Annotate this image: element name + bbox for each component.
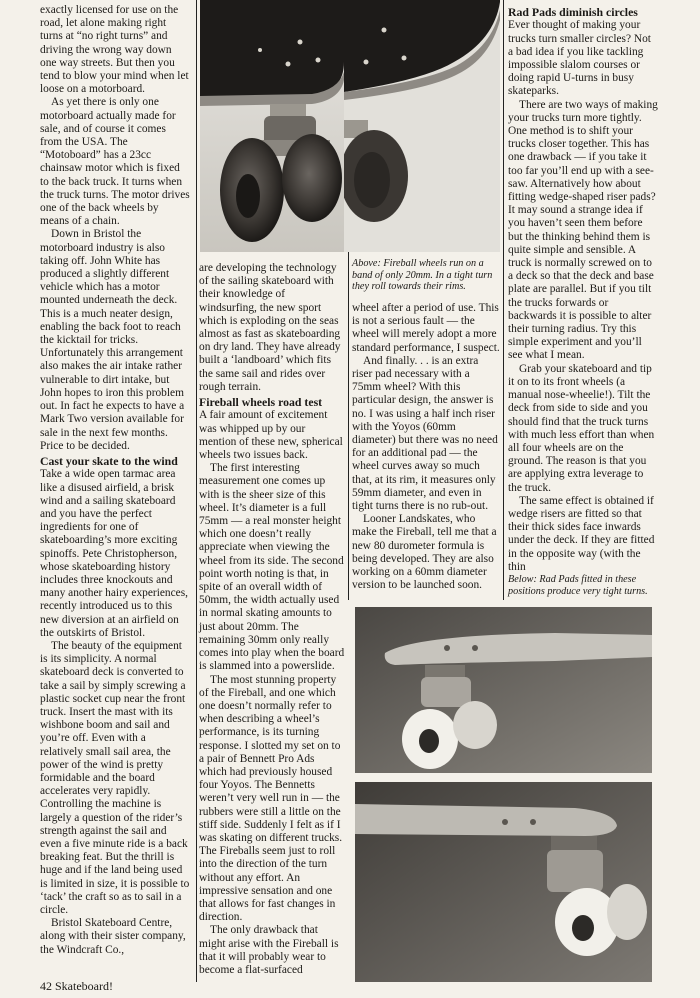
article-column-1	[40, 4, 190, 957]
paragraph: Grab your skateboard and tip it on to its front wheels (a manual nose-wheelie!). Tilt the deck from side to side and you should find that the truck turns with much less effort than when all four wheels are on the ground. The reason is that you are applying extra leverage to the truck.	[508, 362, 655, 494]
column-divider	[503, 0, 504, 600]
paragraph: Take a wide open tarmac area like a disused airfield, a brisk wind and a sailing skateboard and you have the perfect ingredients for one of skateboarding’s more exciting spinoffs. Pete Christopherson, whose skateboarding history includes three knockouts and many another hairy experiences, recently introduced us to this new diversion at an airfield on the outskirts of Bristol.	[40, 468, 189, 639]
paragraph: The same effect is obtained if wedge risers are fitted so that their thick sides face inwards under the deck. If they are fitted in the opposite way (with the thin	[508, 494, 655, 573]
paragraph: exactly licensed for use on the road, let alone making right turns at “no right turns” and driving the wrong way down one way streets. But then you tend to blow your mind when let loose on a motorboard.	[40, 4, 189, 96]
article-column-4	[508, 4, 658, 574]
fireball-wheels-photo	[200, 0, 344, 252]
paragraph: wheel after a period of use. This is not a serious fault — the wheel will merely adopt a more standard performance, I suspect.	[352, 302, 500, 354]
radpads-photo-top	[355, 607, 652, 773]
paragraph: The beauty of the equipment is its simplicity. A normal skateboard deck is converted to take a sail by simply screwing a plastic socket cup near the front truck. Insert the mast with its wishbone boom and sail and you’re off. Even with a relatively small sail area, the power of the wind is pretty formidable and the board accelerates very rapidly. Controlling the machine is largely a question of the rider’s strength against the sail and even a five minute ride is a back breaking feat. But the thrill is huge and if the land being used is limited in size, it is possible to ‘tack’ the craft so as to sail in a circle.	[40, 639, 190, 917]
paragraph: Down in Bristol the motorboard industry is also taking off. John White has produced a slightly different vehicle which has a motor mounted underneath the deck. This is a much neater design, enabling the back foot to reach the kicktail for tricks. Unfortunately this arrangement also makes the air intake rather vulnerable to dirt intake, but John hopes to iron this problem out. In fact he expects to have a Mark Two version available for sale in the next few months. Price to be decided.	[40, 228, 185, 452]
paragraph: As yet there is only one motorboard actually made for sale, and of course it comes from the USA. The “Motoboard” has a 23cc chainsaw motor which is fixed to the back truck. It turns when the truck turns. The motor drives one of the back wheels by means of a chain.	[40, 96, 190, 228]
page-folio: 42 Skateboard!	[40, 979, 113, 993]
article-column-3	[352, 302, 500, 592]
paragraph: The first interesting measurement one comes up with is the sheer size of this wheel. It’s diameter is a full 75mm — a real monster height which one doesn’t really appreciate when viewing the wheel from its side. The second point worth noting is that, in spite of an overall width of 50mm, the width actually used in normal skating amounts to just about 20mm. The remaining 30mm only really comes into play when the board is slammed into a powerslide.	[199, 462, 345, 673]
paragraph: And finally. . . is an extra riser pad necessary with a 75mm wheel? With this particular design, the answer is no. I was using a half inch riser with the Yoyos (60mm diameter) but there was no need for an additional pad — the wheel curves away so much that, at its rim, it measures only 59mm diameter, and even in tight turns there is no rub-out.	[352, 354, 498, 513]
paragraph: are developing the technology of the sailing skateboard with their knowledge of windsurfing, the new sport which is exploding on the seas almost as fast as skateboarding on dry land. They have already built a ‘landboard’ which fits the same sail and rides over rough terrain.	[199, 262, 341, 393]
paragraph: The most stunning property of the Fireball, and one which one doesn’t normally refer to when describing a wheel’s performance, is its turning response. I slotted my set on to a pair of Bennett Pro Ads which had previously housed four Yoyos. The Bennetts weren’t very well run in — the rubbers were still a little on the stiff side. Suddenly I felt as if I was skating on different trucks. The Fireballs seem just to roll into the direction of the turn without any effort. An impressive sensation and one that allows for fast changes in direction.	[199, 673, 343, 924]
article-column-2	[199, 262, 345, 977]
paragraph: Bristol Skateboard Centre, along with their sister company, the Windcraft Co.,	[40, 917, 186, 956]
radpads-photo-caption: Below: Rad Pads fitted in these positions produce very tight turns.	[508, 574, 648, 597]
section-heading: Fireball wheels road test	[199, 395, 323, 410]
paragraph: A fair amount of excitement was whipped up by our mention of these new, spherical wheels two issues back.	[199, 409, 343, 462]
radpads-photo-bottom	[355, 782, 652, 982]
section-heading: Rad Pads diminish circles	[508, 5, 638, 19]
paragraph: Ever thought of making your trucks turn smaller circles? Not a bad idea if you like tackling impossible slalom courses or doing rapid U-turns in busy skateparks.	[508, 19, 651, 98]
section-heading: Cast your skate to the wind	[40, 453, 178, 468]
paragraph: Looner Landskates, who make the Fireball, tell me that a new 80 durometer formula is being developed. They are also working on a 60mm diameter version to be launched soon.	[352, 513, 497, 592]
fireball-photo-caption: Above: Fireball wheels run on a band of only 20mm. In a tight turn they roll towards their rims.	[352, 258, 493, 293]
paragraph: There are two ways of making your trucks turn more tightly. One method is to shift your trucks closer together. This has one drawback — if you take it too far you’ll end up with a see-saw. Alternatively how about fitting wedge-shaped riser pads? It may sound a strange idea if you haven’t seen them before but the thinking behind them is quite simple and sensible. A truck is normally screwed on to a deck so that the deck and base plate are parallel. But if you tilt the trucks forwards or backwards it is possible to alter their turning radius. Try this simple experiment and you’ll see what I mean.	[508, 98, 658, 362]
fireball-wheels-photo-right	[344, 0, 500, 252]
column-divider	[196, 0, 197, 982]
paragraph: The only drawback that might arise with the Fireball is that it will probably wear to become a flat-surfaced	[199, 924, 339, 976]
